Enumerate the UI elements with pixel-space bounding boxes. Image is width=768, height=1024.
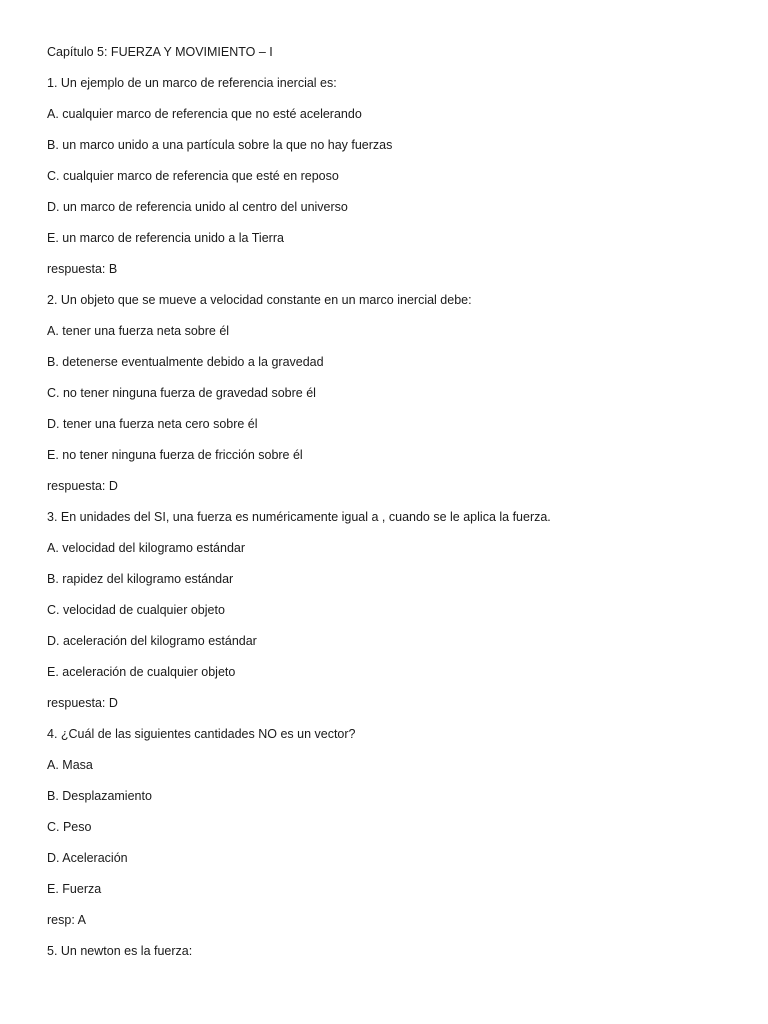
q1-answer: respuesta: B [47,262,118,276]
q2-option-d: D. tener una fuerza neta cero sobre él [47,417,258,431]
q1-option-e: E. un marco de referencia unido a la Tierra [47,231,284,245]
q4-option-c: C. Peso [47,820,92,834]
q4-option-e: E. Fuerza [47,882,102,896]
q1-option-c: C. cualquier marco de referencia que esté en reposo [47,169,339,183]
q3-option-d: D. aceleración del kilogramo estándar [47,634,257,648]
question-4: 4. ¿Cuál de las siguientes cantidades NO es un vector? [47,727,356,741]
q1-option-b: B. un marco unido a una partícula sobre la que no hay fuerzas [47,138,393,152]
q1-option-a: A. cualquier marco de referencia que no esté acelerando [47,107,362,121]
question-3: 3. En unidades del SI, una fuerza es numéricamente igual a , cuando se le aplica la fuerza. [47,510,551,524]
q3-option-c: C. velocidad de cualquier objeto [47,603,225,617]
q2-option-e: E. no tener ninguna fuerza de fricción sobre él [47,448,303,462]
question-5: 5. Un newton es la fuerza: [47,944,193,958]
q2-option-b: B. detenerse eventualmente debido a la gravedad [47,355,324,369]
q3-answer: respuesta: D [47,696,118,710]
q2-option-a: A. tener una fuerza neta sobre él [47,324,230,338]
q3-option-e: E. aceleración de cualquier objeto [47,665,236,679]
q3-option-a: A. velocidad del kilogramo estándar [47,541,246,555]
q4-answer: resp: A [47,913,86,927]
q3-option-b: B. rapidez del kilogramo estándar [47,572,234,586]
q2-option-c: C. no tener ninguna fuerza de gravedad sobre él [47,386,316,400]
chapter-title: Capítulo 5: FUERZA Y MOVIMIENTO – I [47,45,273,59]
q4-option-d: D. Aceleración [47,851,128,865]
q1-option-d: D. un marco de referencia unido al centro del universo [47,200,348,214]
q4-option-a: A. Masa [47,758,93,772]
q2-answer: respuesta: D [47,479,118,493]
question-1: 1. Un ejemplo de un marco de referencia inercial es: [47,76,337,90]
question-2: 2. Un objeto que se mueve a velocidad constante en un marco inercial debe: [47,293,472,307]
q4-option-b: B. Desplazamiento [47,789,152,803]
